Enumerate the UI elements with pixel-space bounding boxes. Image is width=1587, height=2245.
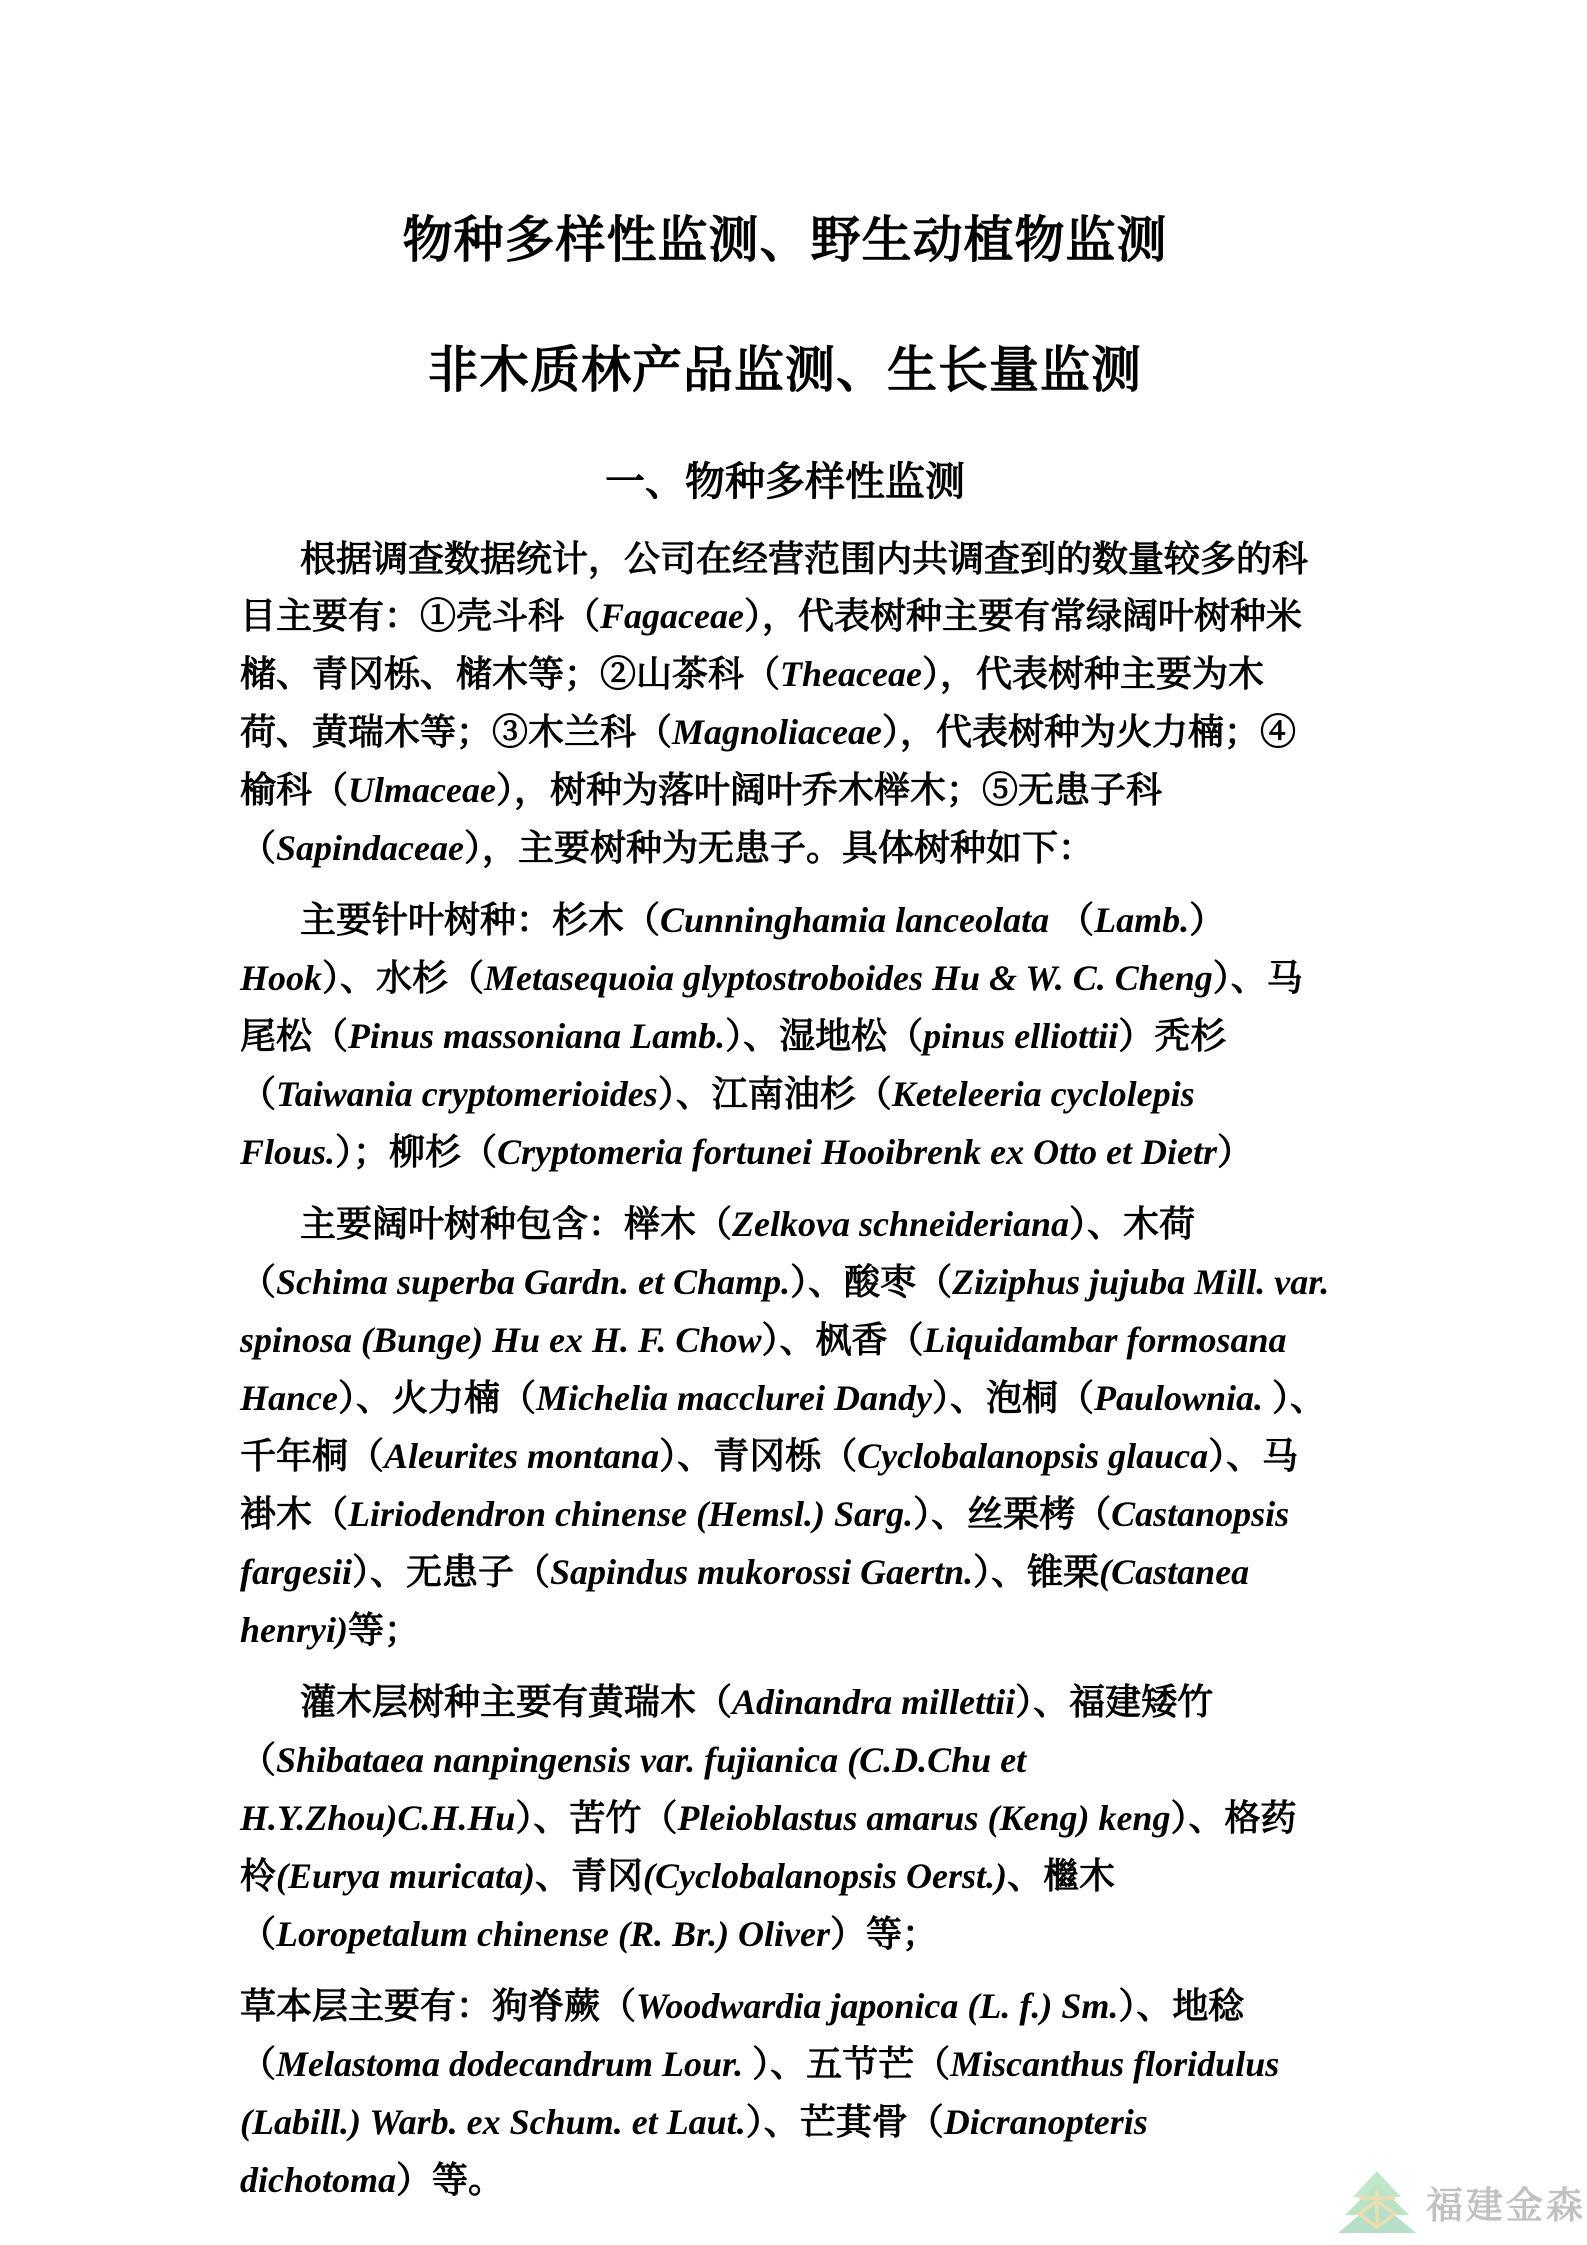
latin-species-name: Woodwardia japonica (L. f.) Sm.	[636, 1986, 1119, 2026]
chinese-text: ）、湿地松（	[725, 1015, 924, 1056]
chinese-text: ）、木荷（	[240, 1203, 1196, 1302]
chinese-text: ）；柳杉（	[335, 1131, 498, 1172]
latin-species-name: (Eurya muricata)	[276, 1856, 536, 1896]
chinese-text: ）、格药柃	[240, 1797, 1297, 1896]
chinese-text: ）、青冈栎（	[659, 1435, 858, 1476]
chinese-text: ）、火力楠（	[337, 1377, 536, 1418]
chinese-text: 等；	[348, 1609, 421, 1650]
chinese-text: ）、枫香（	[761, 1319, 924, 1360]
chinese-text: ）、丝栗栲（	[913, 1493, 1112, 1534]
chinese-text: ）秃杉（	[240, 1015, 1227, 1114]
chinese-text: 主要针叶树种：杉木（	[300, 899, 661, 940]
document-content	[240, 211, 1330, 2223]
latin-species-name: Cunninghamia lanceolata	[660, 900, 1059, 940]
chinese-text: ）、酸枣（	[790, 1261, 953, 1302]
latin-species-name: Pinus massoniana Lamb.	[348, 1016, 726, 1056]
latin-species-name: Cryptomeria fortunei Hooibrenk ex Otto et Dietr	[497, 1132, 1218, 1172]
latin-species-name: Paulownia.	[1093, 1378, 1273, 1418]
chinese-text: 、檵木（	[240, 1855, 1116, 1954]
chinese-text: ），树种为落叶阔叶乔木榉木；⑤无患子科（	[240, 769, 1162, 868]
body-paragraph	[240, 1673, 1330, 1963]
document-title-line2: 非木质林产品监测、生长量监测	[428, 342, 1142, 398]
chinese-text: ），代表树种为火力楠；④榆科（	[240, 711, 1297, 810]
section-heading: 一、物种多样性监测	[605, 460, 965, 504]
latin-species-name: Hook	[240, 958, 323, 998]
latin-species-name: Michelia macclurei Dandy	[536, 1378, 932, 1418]
chinese-text: ）、马尾松（	[240, 957, 1303, 1056]
body-paragraph	[240, 530, 1330, 877]
latin-species-name: Miscanthus floridulus (Labill.) Warb. ex Schum. et Laut.	[240, 2044, 1280, 2142]
chinese-text: ），主要树种为无患子。具体树种如下：	[464, 827, 1095, 868]
chinese-text: ）、千年桐（	[240, 1377, 1327, 1476]
chinese-text: ）、水杉（	[322, 957, 485, 998]
chinese-text: ）、苦竹（	[515, 1797, 678, 1838]
chinese-text: ）、马褂木（	[240, 1435, 1299, 1534]
latin-species-name: Dicranopteris dichotoma	[240, 2102, 1148, 2200]
latin-species-name: Schima superba Gardn. et Champ.	[276, 1262, 791, 1302]
chinese-text: ），代表树种主要为木荷、黄瑞木等；③木兰科（	[240, 653, 1264, 752]
chinese-text: ）	[1189, 899, 1226, 940]
chinese-text: ），代表树种主要有常绿阔叶树种米槠、青冈栎、槠木等；②山茶科（	[240, 595, 1302, 694]
chinese-text: 草本层主要有：狗脊蕨（	[240, 1985, 637, 2026]
company-watermark	[1338, 2170, 1586, 2234]
chinese-text: ）、五节芒（	[752, 2043, 951, 2084]
latin-species-name: Melastoma dodecandrum Lour.	[276, 2044, 753, 2084]
latin-species-name: Theaceae	[780, 654, 922, 694]
chinese-text: ）、泡桐（	[931, 1377, 1094, 1418]
latin-species-name: Cyclobalanopsis glauca	[857, 1436, 1209, 1476]
latin-species-name: pinus elliottii	[923, 1016, 1119, 1056]
latin-species-name: Metasequoia glyptostroboides Hu & W. C. Cheng	[484, 958, 1213, 998]
latin-species-name: Loropetalum chinense (R. Br.) Oliver	[276, 1914, 831, 1954]
paragraphs	[240, 530, 1330, 2209]
latin-species-name: Pleioblastus amarus (Keng) keng	[677, 1798, 1171, 1838]
chinese-text: 主要阔叶树种包含：榉木（	[300, 1203, 733, 1244]
latin-species-name: Aleurites montana	[384, 1436, 660, 1476]
body-paragraph	[240, 1977, 1330, 2209]
chinese-text: ）	[1217, 1131, 1254, 1172]
latin-species-name: Ziziphus jujuba Mill. var. spinosa (Bunge) Hu ex H. F. Chow	[240, 1262, 1330, 1360]
chinese-text: ）、芒萁骨（	[745, 2101, 944, 2142]
latin-species-name: Adinandra millettii	[732, 1682, 1016, 1722]
latin-species-name: Lamb.	[1094, 900, 1190, 940]
chinese-text: ）、锥栗	[973, 1551, 1100, 1592]
latin-species-name: Keteleeria cyclolepis Flous.	[240, 1074, 1195, 1172]
latin-species-name: Shibataea nanpingensis var. fujianica (C.D.Chu et H.Y.Zhou)C.H.Hu	[240, 1740, 1027, 1838]
chinese-text: 灌木层树种主要有黄瑞木（	[300, 1681, 733, 1722]
chinese-text: ）等；	[830, 1913, 939, 1954]
body-paragraph	[240, 1195, 1330, 1659]
tree-logo-icon	[1338, 2170, 1416, 2234]
latin-species-name: (Cyclobalanopsis Oerst.)	[643, 1856, 1008, 1896]
latin-species-name: Zelkova schneideriana	[732, 1204, 1069, 1244]
latin-species-name: Magnoliaceae	[672, 712, 882, 752]
latin-species-name: Sapindaceae	[276, 828, 464, 868]
chinese-text: ）等。	[396, 2159, 505, 2200]
body-paragraph	[240, 891, 1330, 1181]
latin-species-name: Liquidambar formosana Hance	[240, 1320, 1287, 1418]
latin-species-name: Ulmaceae	[348, 770, 496, 810]
latin-species-name: Liriodendron chinense (Hemsl.) Sarg.	[348, 1494, 914, 1534]
chinese-text: ）、江南油杉（	[657, 1073, 892, 1114]
chinese-text: 根据调查数据统计，公司在经营范围内共调查到的数量较多的科目主要有：①壳斗科（	[240, 538, 1309, 636]
latin-species-name: Fagaceae	[600, 596, 744, 636]
chinese-text: ）、无患子（	[352, 1551, 551, 1592]
document-title-line1: 物种多样性监测、野生动植物监测	[402, 212, 1168, 268]
chinese-text: ）、地稔（	[240, 1985, 1245, 2084]
latin-species-name: (Castanea henryi)	[240, 1552, 1250, 1650]
chinese-text: 、青冈	[535, 1855, 644, 1896]
latin-species-name: Sapindus mukorossi Gaertn.	[550, 1552, 974, 1592]
latin-species-name: Taiwania cryptomerioides	[276, 1074, 658, 1114]
chinese-text: ）、福建矮竹（	[240, 1681, 1214, 1780]
latin-species-name: Castanopsis fargesii	[240, 1494, 1290, 1592]
chinese-text: （	[1058, 899, 1095, 940]
company-name-text: 福建金森	[1426, 2185, 1586, 2226]
